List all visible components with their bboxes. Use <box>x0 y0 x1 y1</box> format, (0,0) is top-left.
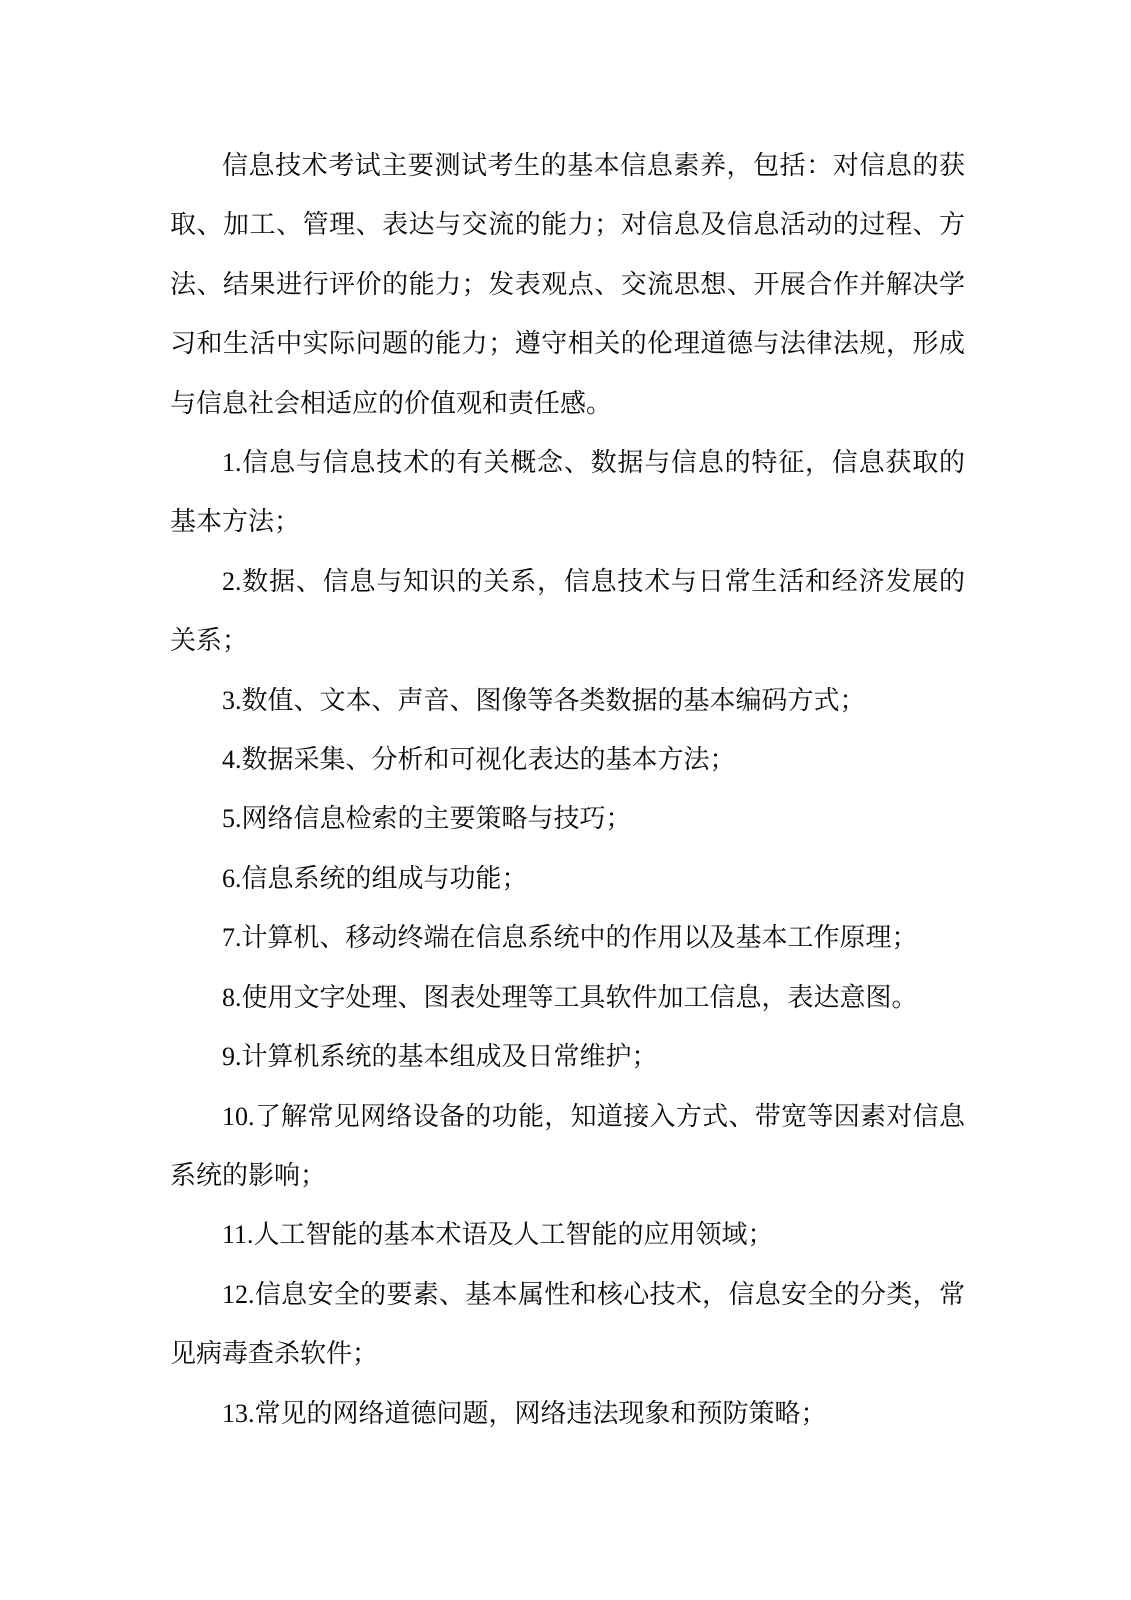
syllabus-item-13: 13.常见的网络道德问题，网络违法现象和预防策略； <box>222 1398 827 1428</box>
syllabus-item-9: 9.计算机系统的基本组成及日常维护； <box>222 1042 658 1072</box>
syllabus-item-7: 7.计算机、移动终端在信息系统中的作用以及基本工作原理； <box>222 923 918 953</box>
syllabus-item-12: 12.信息安全的要素、基本属性和核心技术，信息安全的分类，常见病毒查杀软件； <box>170 1279 965 1369</box>
syllabus-item-4: 4.数据采集、分析和可视化表达的基本方法； <box>222 745 736 775</box>
syllabus-item-2: 2.数据、信息与知识的关系，信息技术与日常生活和经济发展的关系； <box>170 566 965 656</box>
syllabus-item-5: 5.网络信息检索的主要策略与技巧； <box>222 804 632 834</box>
syllabus-item-1: 1.信息与信息技术的有关概念、数据与信息的特征，信息获取的基本方法； <box>170 448 965 537</box>
syllabus-item-6: 6.信息系统的组成与功能； <box>222 863 528 893</box>
syllabus-item-8: 8.使用文字处理、图表处理等工具软件加工信息，表达意图。 <box>222 982 918 1012</box>
syllabus-item-3: 3.数值、文本、声音、图像等各类数据的基本编码方式； <box>222 685 866 715</box>
intro-paragraph: 信息技术考试主要测试考生的基本信息素养，包括：对信息的获取、加工、管理、表达与交流的能力；对信息及信息活动的过程、方法、结果进行评价的能力；发表观点、交流思想、开展合作并解决学习和生活中实际问题的能力；遵守相关的伦理道德与法律法规，形成与信息社会相适应的价值观和责任感。 <box>170 151 965 418</box>
syllabus-item-11: 11.人工智能的基本术语及人工智能的应用领域； <box>222 1220 774 1250</box>
syllabus-item-10: 10.了解常见网络设备的功能，知道接入方式、带宽等因素对信息系统的影响； <box>170 1101 965 1190</box>
